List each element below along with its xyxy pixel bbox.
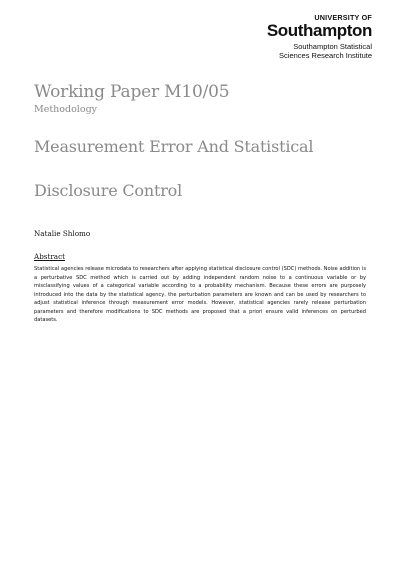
abstract-heading: Abstract (34, 252, 66, 261)
abstract-text: Statistical agencies release microdata to researchers after applying statistical disclosure control (SDC) methods. Noise addition is a perturbative SDC method which is carried out by adding independent random noise to a continuous variable or by misclassifying values of a categorical variable according to a probability mechanism. Because these errors are purposely introduced into the data by the statistical agency, the perturbation parameters are known and can be used by researchers to adjust statistical inference through measurement error models. However, statistical agencies rarely release perturbation parameters and therefore modifications to SDC methods are proposed that a priori ensure valid inferences on perturbed datasets. (34, 266, 366, 324)
university-logo (252, 14, 372, 60)
paper-title-line1: Measurement Error And Statistical (34, 137, 314, 156)
logo-university-name: Southampton (266, 21, 372, 40)
paper-category: Methodology (34, 104, 98, 115)
logo-institute-line1: Southampton Statistical (293, 42, 372, 51)
paper-author: Natalie Shlomo (34, 229, 91, 238)
paper-title-line2: Disclosure Control (34, 181, 182, 200)
working-paper-number: Working Paper M10/05 (34, 82, 230, 102)
logo-university-label: UNIVERSITY OF (314, 13, 372, 22)
logo-institute-line2: Sciences Research Institute (279, 51, 372, 60)
